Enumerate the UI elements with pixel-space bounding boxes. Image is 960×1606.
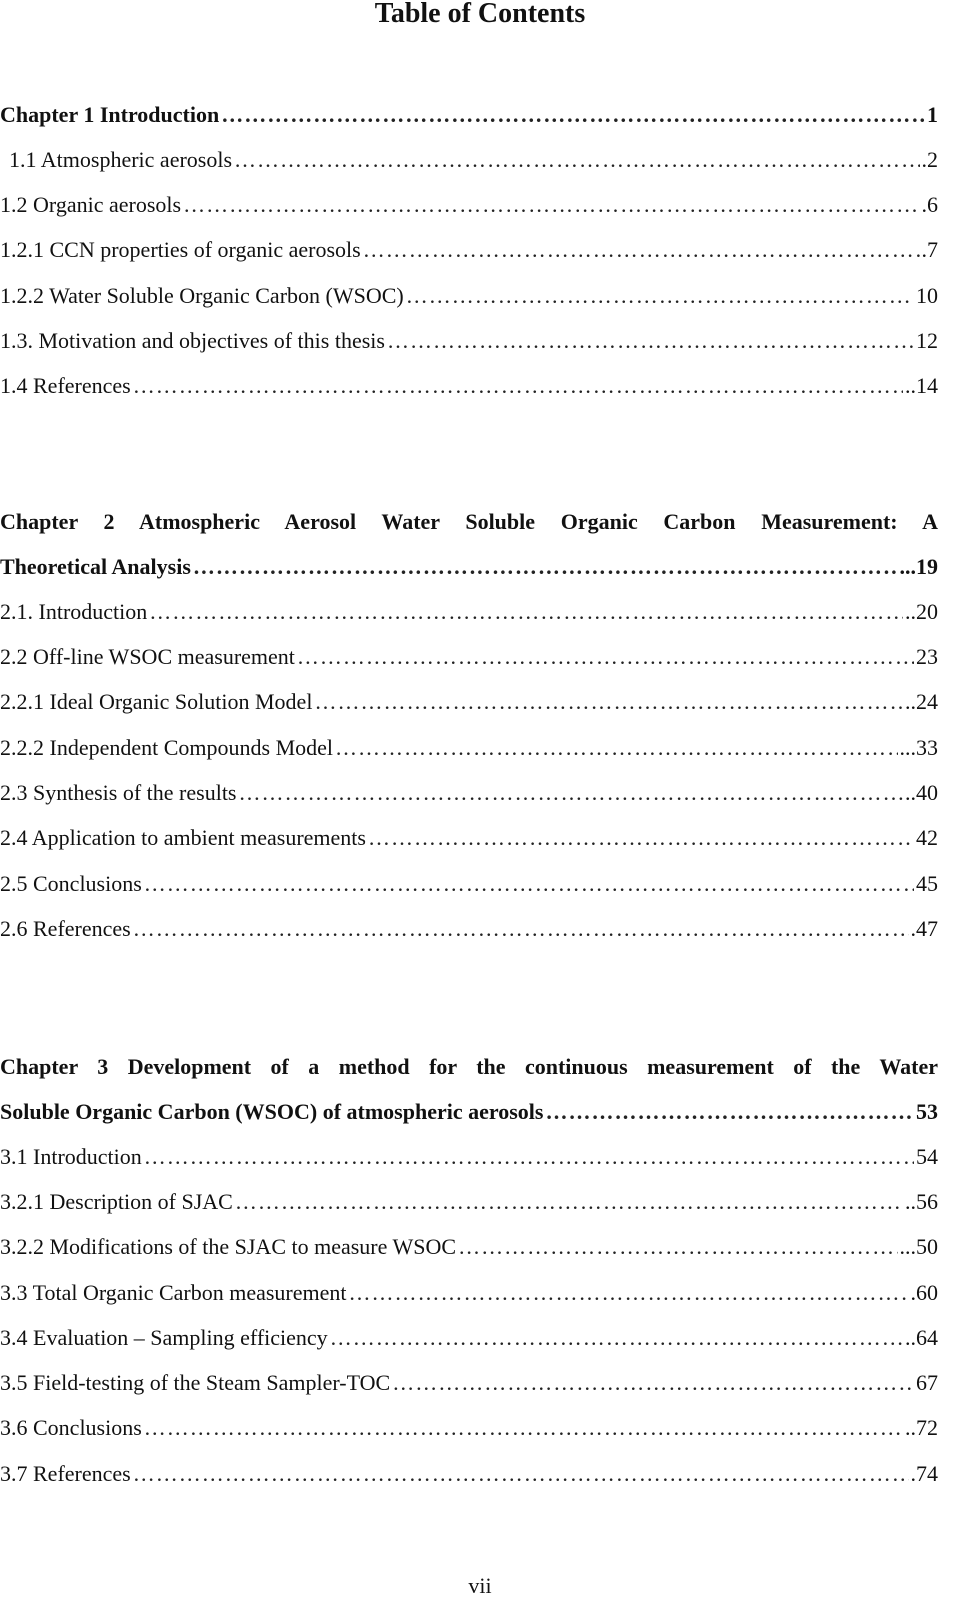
toc-entry-text: 3.2.1 Description of SJAC <box>0 1189 233 1214</box>
toc-entry[interactable] <box>0 1366 938 1400</box>
dot-leader <box>330 1321 903 1355</box>
toc-page-number: 54 <box>916 1144 938 1169</box>
toc-entry[interactable] <box>0 1230 938 1264</box>
toc-page-number: 45 <box>916 871 938 896</box>
toc-entry[interactable] <box>0 324 938 358</box>
toc-page-number: ...50 <box>899 1234 938 1259</box>
toc-entry[interactable] <box>0 912 938 946</box>
toc-entry-text: 1.2.2 Water Soluble Organic Carbon (WSOC) <box>0 283 404 308</box>
toc-entry[interactable] <box>0 1457 938 1491</box>
toc-page-number: 42 <box>916 825 938 850</box>
dot-leader <box>235 1185 903 1219</box>
dot-leader <box>144 867 914 901</box>
toc-entry-text: 3.3 Total Organic Carbon measurement <box>0 1280 347 1305</box>
toc-page-number: .6 <box>921 192 938 217</box>
toc-entry[interactable] <box>0 188 938 222</box>
toc-entry[interactable] <box>0 1276 938 1310</box>
dot-leader <box>144 1411 903 1445</box>
toc-page-number: 12 <box>916 328 938 353</box>
toc-page-number: .2 <box>921 147 938 172</box>
dot-leader <box>368 821 914 855</box>
toc-chapter-3-heading-cont[interactable] <box>0 1095 938 1129</box>
toc-page-number: ...33 <box>899 735 938 760</box>
toc-entry-text: 2.6 References <box>0 916 131 941</box>
dot-leader <box>149 595 903 629</box>
toc-page-number: 67 <box>916 1370 938 1395</box>
toc-page-number: 23 <box>916 644 938 669</box>
toc-entry[interactable] <box>0 279 938 313</box>
toc-entry[interactable] <box>0 731 938 765</box>
toc-entry-text: Soluble Organic Carbon (WSOC) of atmospheric aerosols <box>0 1099 544 1124</box>
footer-page-number: vii <box>468 1573 492 1598</box>
toc-entry-text: 2.2 Off-line WSOC measurement <box>0 644 295 669</box>
dot-leader <box>133 369 903 403</box>
toc-entry[interactable] <box>0 685 938 719</box>
dot-leader <box>193 550 898 584</box>
toc-entry-text: Theoretical Analysis <box>0 554 191 579</box>
dot-leader <box>221 98 925 132</box>
dot-leader <box>234 143 919 177</box>
toc-entry-text: 1.2.1 CCN properties of organic aerosols <box>0 237 361 262</box>
dot-leader <box>239 776 904 810</box>
toc-page-number: 53 <box>916 1099 938 1124</box>
toc-entry-text: 2.5 Conclusions <box>0 871 142 896</box>
dot-leader <box>144 1140 914 1174</box>
dot-leader <box>349 1276 909 1310</box>
toc-entry[interactable] <box>0 233 938 267</box>
dot-leader <box>545 1095 914 1129</box>
toc-chapter-2-heading[interactable]: Chapter 2 Atmospheric Aerosol Water Soluble Organic Carbon Measurement: A <box>0 509 938 534</box>
toc-page-number: ..64 <box>905 1325 938 1350</box>
toc-page-number: .74 <box>910 1461 938 1486</box>
toc-entry[interactable] <box>0 640 938 674</box>
toc-page-number: ...19 <box>899 554 938 579</box>
toc-entry-text: 3.2.2 Modifications of the SJAC to measure WSOC <box>0 1234 457 1259</box>
toc-entry-text: 3.1 Introduction <box>0 1144 142 1169</box>
toc-entry-text: 2.3 Synthesis of the results <box>0 780 237 805</box>
toc-entry[interactable] <box>0 1140 938 1174</box>
toc-entry-text: 2.2.2 Independent Compounds Model <box>0 735 334 760</box>
dot-leader <box>133 912 909 946</box>
toc-chapter-3-heading[interactable]: Chapter 3 Development of a method for the continuous measurement of the Water <box>0 1054 938 1079</box>
toc-entry[interactable] <box>0 595 938 629</box>
toc-chapter-1-heading[interactable] <box>0 98 938 132</box>
dot-leader <box>458 1230 897 1264</box>
toc-page-number: ..24 <box>905 689 938 714</box>
toc-page-number: 1 <box>927 102 938 127</box>
dot-leader <box>387 324 914 358</box>
toc-entry-text: 1.4 References <box>0 373 131 398</box>
toc-entry-text: 1.2 Organic aerosols <box>0 192 182 217</box>
toc-page-number: .47 <box>910 916 938 941</box>
toc-page-number: .60 <box>910 1280 938 1305</box>
toc-entry-text: 1.1 Atmospheric aerosols <box>9 147 233 172</box>
dot-leader <box>406 279 914 313</box>
toc-entry-text: 3.4 Evaluation – Sampling efficiency <box>0 1325 328 1350</box>
toc-entry[interactable] <box>0 1185 938 1219</box>
toc-page-number: ..56 <box>905 1189 938 1214</box>
toc-page-number: ..40 <box>905 780 938 805</box>
toc-entry-text: 2.4 Application to ambient measurements <box>0 825 366 850</box>
toc-entry-text: 1.3. Motivation and objectives of this thesis <box>0 328 385 353</box>
dot-leader <box>133 1457 909 1491</box>
toc-entry[interactable] <box>0 369 938 403</box>
toc-page-number: ..14 <box>905 373 938 398</box>
toc-entry-text: Chapter 1 Introduction <box>0 102 220 127</box>
dot-leader <box>314 685 903 719</box>
dot-leader <box>363 233 920 267</box>
toc-page-number: ..72 <box>905 1415 938 1440</box>
toc-page-number: 10 <box>916 283 938 308</box>
dot-leader <box>335 731 897 765</box>
toc-entry-text: 3.6 Conclusions <box>0 1415 142 1440</box>
toc-entry[interactable] <box>0 867 938 901</box>
toc-page-number: ..20 <box>905 599 938 624</box>
toc-entry-text: 2.1. Introduction <box>0 599 148 624</box>
toc-page-number: .7 <box>921 237 938 262</box>
toc-chapter-2-heading-cont[interactable] <box>0 550 938 584</box>
toc-entry[interactable] <box>0 776 938 810</box>
toc-entry[interactable] <box>0 1321 938 1355</box>
toc-entry-text: 3.7 References <box>0 1461 131 1486</box>
dot-leader <box>297 640 914 674</box>
dot-leader <box>392 1366 914 1400</box>
toc-entry[interactable] <box>0 1411 938 1445</box>
toc-entry-text: 2.2.1 Ideal Organic Solution Model <box>0 689 313 714</box>
toc-entry[interactable] <box>0 143 938 177</box>
toc-entry[interactable] <box>0 821 938 855</box>
dot-leader <box>183 188 919 222</box>
page-title: Table of Contents <box>374 0 586 29</box>
toc-entry-text: 3.5 Field-testing of the Steam Sampler-TOC <box>0 1370 391 1395</box>
